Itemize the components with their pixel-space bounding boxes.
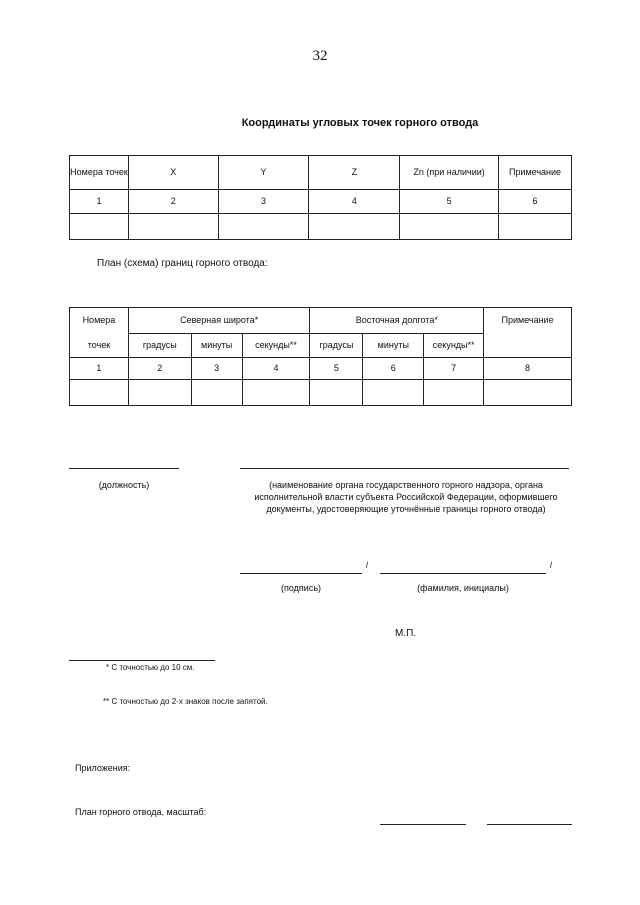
number-cell: 4 [309, 190, 400, 214]
position-caption: (должность) [98, 480, 150, 490]
number-cell: 6 [363, 358, 424, 380]
geo-coordinates-table [69, 307, 572, 406]
number-cell: 1 [70, 190, 129, 214]
number-cell: 7 [424, 358, 484, 380]
number-cell: 4 [242, 358, 310, 380]
number-cell: 8 [484, 358, 572, 380]
empty-cell[interactable] [242, 380, 310, 406]
footnote-separator [69, 660, 215, 661]
plan-label: План (схема) границ горного отвода: [97, 258, 268, 269]
north-latitude-header: Северная широта* [128, 308, 310, 334]
east-longitude-header: Восточная долгота* [310, 308, 484, 334]
subheader-cell: секунды** [242, 334, 310, 358]
organ-caption: (наименование органа государственного горного надзора, органа исполнительной власти субъекта Российской Федерации, оформившего документы, удостоверяющие уточнённые границы горного отвода) [254, 480, 558, 514]
number-cell: 3 [191, 358, 242, 380]
scale-line[interactable] [380, 824, 466, 825]
empty-cell[interactable] [310, 380, 363, 406]
note-header: Примечание [484, 308, 572, 334]
number-cell: 5 [400, 190, 499, 214]
header-cell: Zn (при наличии) [400, 156, 499, 190]
empty-cell[interactable] [499, 214, 572, 240]
coordinates-table [69, 155, 572, 240]
subheader-cell: минуты [363, 334, 424, 358]
empty-cell[interactable] [70, 380, 129, 406]
header-cell: Примечание [499, 156, 572, 190]
subheader-cell: секунды** [424, 334, 484, 358]
header-cell: Y [218, 156, 309, 190]
number-cell: 6 [499, 190, 572, 214]
empty-cell[interactable] [400, 214, 499, 240]
empty-cell[interactable] [309, 214, 400, 240]
page-title: Координаты угловых точек горного отвода [241, 117, 479, 129]
empty-cell[interactable] [70, 214, 129, 240]
slash: / [365, 560, 369, 570]
number-cell: 2 [128, 358, 191, 380]
footnote-2: ** С точностью до 2-х знаков после запятой. [103, 697, 268, 706]
signature-caption: (подпись) [280, 583, 322, 593]
footnote-1: * С точностью до 10 см. [106, 663, 195, 672]
empty-cell[interactable] [484, 380, 572, 406]
scale-line[interactable] [487, 824, 572, 825]
name-line[interactable] [380, 573, 546, 574]
name-caption: (фамилия, инициалы) [417, 583, 509, 593]
organ-line[interactable] [240, 468, 569, 469]
subheader-cell: градусы [310, 334, 363, 358]
header-cell: Номера точек [70, 156, 129, 190]
subheader-cell: градусы [128, 334, 191, 358]
number-cell: 2 [128, 190, 218, 214]
stamp-label: М.П. [395, 628, 417, 639]
slash: / [549, 560, 553, 570]
empty-cell[interactable] [128, 380, 191, 406]
position-line[interactable] [69, 468, 179, 469]
empty-cell[interactable] [128, 214, 218, 240]
empty-cell[interactable] [218, 214, 309, 240]
subheader-cell [484, 334, 572, 358]
page-number: 32 [312, 48, 328, 64]
number-cell: 3 [218, 190, 309, 214]
empty-cell[interactable] [363, 380, 424, 406]
number-cell: 1 [70, 358, 129, 380]
header-cell: Номера [70, 308, 129, 334]
signature-line[interactable] [240, 573, 362, 574]
header-cell: точек [70, 334, 129, 358]
header-cell: Z [309, 156, 400, 190]
plan-scale-label: План горного отвода, масштаб: [75, 807, 207, 817]
subheader-cell: минуты [191, 334, 242, 358]
header-cell: X [128, 156, 218, 190]
empty-cell[interactable] [424, 380, 484, 406]
empty-cell[interactable] [191, 380, 242, 406]
attachments-label: Приложения: [75, 763, 131, 773]
number-cell: 5 [310, 358, 363, 380]
